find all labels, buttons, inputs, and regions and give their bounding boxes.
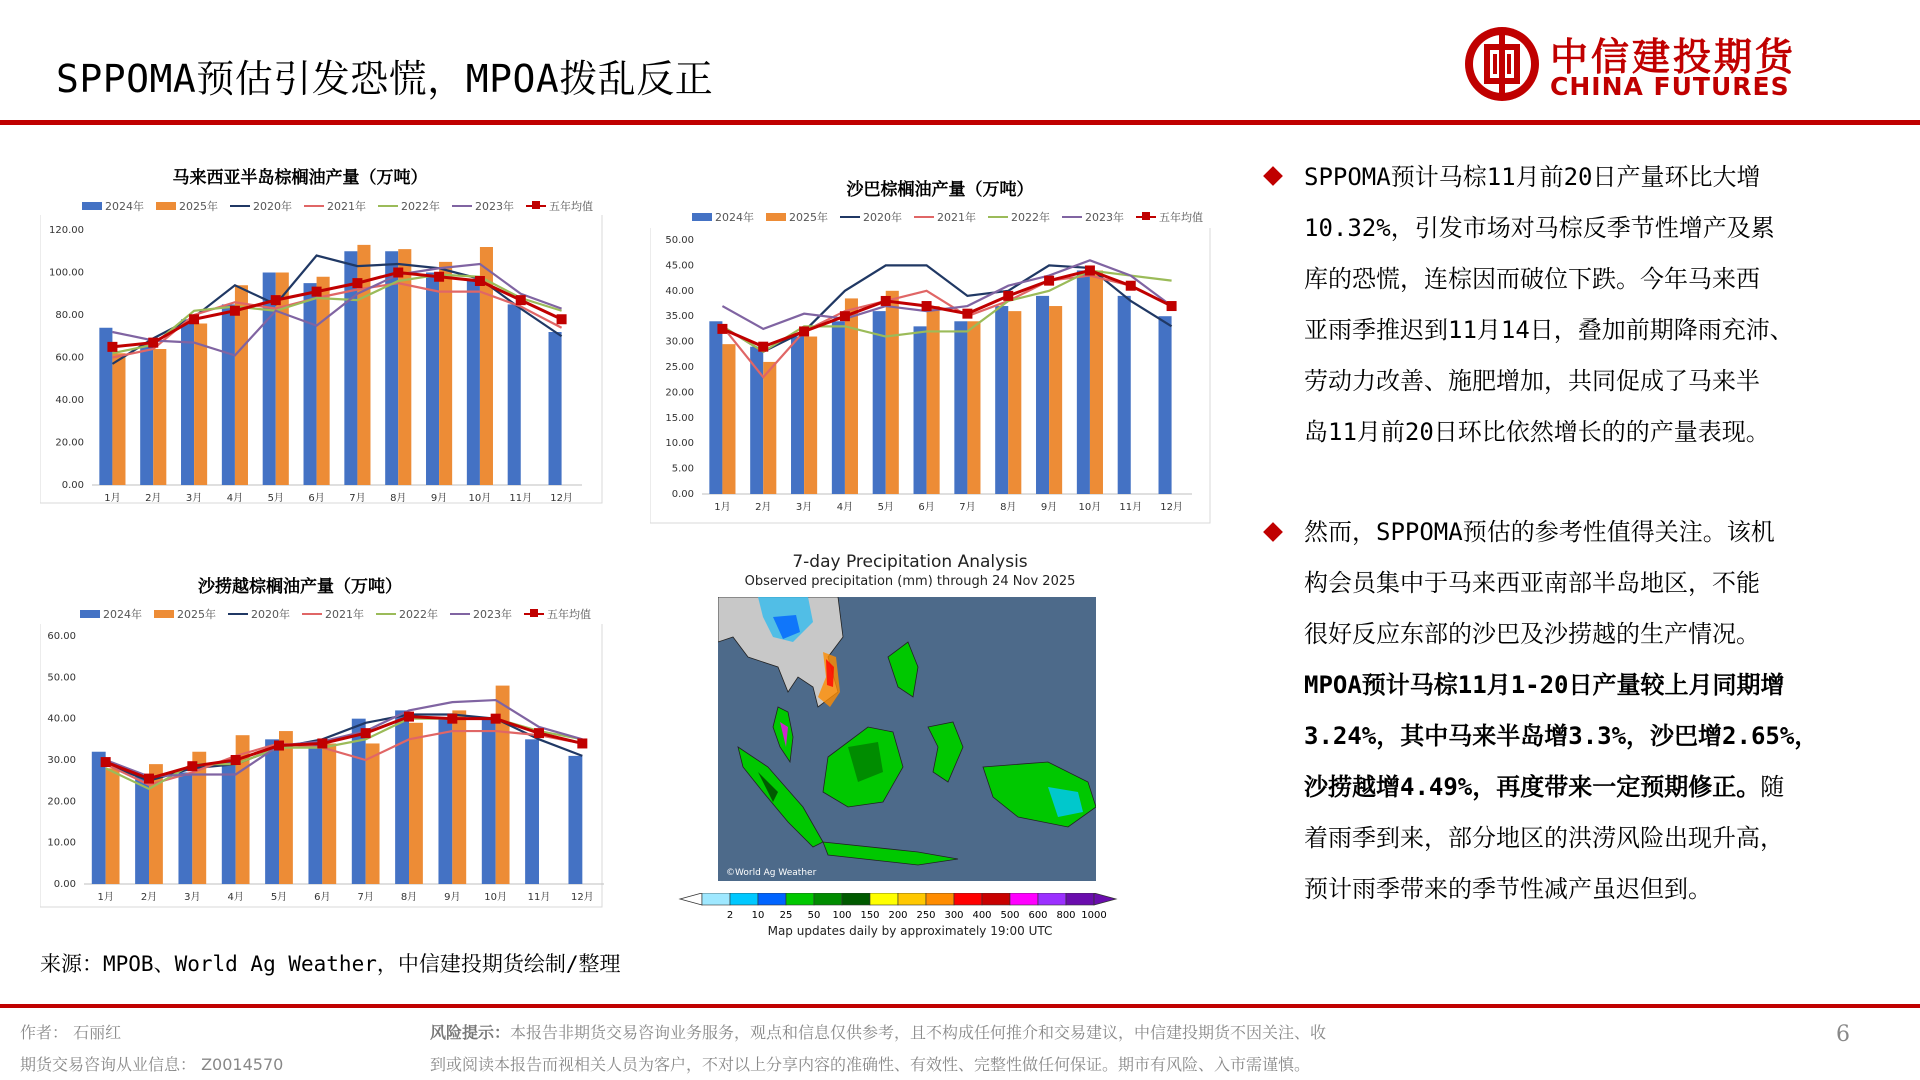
y-tick-label: 10.00 <box>47 837 76 849</box>
bar-2024年 <box>222 760 236 884</box>
chart2-title: 沙巴棕榈油产量（万吨） <box>846 180 1034 200</box>
bullet2-bold-line: MPOA预计马棕11月1-20日产量较上月同期增 <box>1304 671 1785 699</box>
x-tick-label: 5月 <box>877 502 894 513</box>
scale-label: 400 <box>972 910 992 921</box>
bar-2024年 <box>709 321 722 494</box>
legend-entry <box>988 209 1050 225</box>
bar-2024年 <box>222 304 235 485</box>
bar-2024年 <box>308 743 322 884</box>
header-divider <box>0 120 1920 125</box>
footer-divider <box>0 1004 1920 1008</box>
bar-2025年 <box>452 710 466 884</box>
line-2021年 <box>112 283 561 357</box>
y-tick-label: 0.00 <box>671 489 694 500</box>
x-tick-label: 11月 <box>527 892 551 903</box>
legend-swatch <box>378 205 398 207</box>
legend-swatch <box>80 610 100 618</box>
y-tick-label: 40.00 <box>55 395 84 406</box>
legend-entry <box>526 198 593 214</box>
legend-label: 2022年 <box>399 608 438 621</box>
bullet2-bold-span: 沙捞越增4.49%，再度带来一定预期修正。 <box>1304 773 1761 801</box>
x-tick-label: 4月 <box>836 502 854 513</box>
bar-2025年 <box>1090 270 1103 494</box>
page-title: SPPOMA预估引发恐慌，MPOA拨乱反正 <box>56 57 714 101</box>
legend-entry <box>914 209 976 225</box>
legend-entry <box>156 198 218 214</box>
scale-swatch <box>842 893 870 905</box>
y-tick-label: 20.00 <box>47 796 76 808</box>
bar-2025年 <box>886 291 899 494</box>
y-tick-label: 25.00 <box>665 362 694 373</box>
y-tick-label: 0.00 <box>61 480 84 491</box>
marker-五年均值 <box>148 338 158 348</box>
marker-五年均值 <box>352 278 362 288</box>
bar-2024年 <box>1036 296 1049 494</box>
bar-2024年 <box>140 345 153 485</box>
bar-2024年 <box>178 772 192 884</box>
bar-2024年 <box>395 710 409 884</box>
legend-label: 2020年 <box>863 211 902 224</box>
legend-label: 2025年 <box>179 200 218 213</box>
legend-entry <box>452 198 514 214</box>
x-tick-label: 6月 <box>314 892 331 903</box>
x-tick-label: 11月 <box>509 493 533 504</box>
legend-entry <box>376 606 438 622</box>
legend-swatch <box>376 613 396 615</box>
bar-2025年 <box>317 277 330 485</box>
bar-2025年 <box>279 731 293 884</box>
legend-swatch <box>228 613 248 615</box>
footer-risk-line1 <box>430 1020 1440 1043</box>
legend-marker <box>530 609 538 617</box>
marker-五年均值 <box>107 342 117 352</box>
scale-label: 150 <box>860 910 880 921</box>
y-tick-label: 120.00 <box>49 225 84 236</box>
legend-swatch <box>692 213 712 221</box>
legend-label: 五年均值 <box>547 608 591 621</box>
legend-label: 2024年 <box>103 608 142 621</box>
bar-2024年 <box>568 756 582 884</box>
marker-五年均值 <box>434 272 444 282</box>
line-2023年 <box>112 264 561 355</box>
bullet2-text <box>1304 507 1884 915</box>
marker-五年均值 <box>577 738 587 748</box>
legend-label: 2022年 <box>1011 211 1050 224</box>
bar-2025年 <box>322 743 336 884</box>
scale-swatch <box>1038 893 1066 905</box>
bar-2024年 <box>508 304 521 485</box>
bullet1-line: SPPOMA预计马棕11月前20日产量环比大增 <box>1304 163 1761 191</box>
risk-label: 风险提示： <box>430 1023 511 1042</box>
scale-arrow-left <box>680 893 702 905</box>
marker-五年均值 <box>271 295 281 305</box>
legend-swatch <box>526 205 546 207</box>
scale-label: 25 <box>779 910 793 921</box>
x-tick-label: 12月 <box>550 493 573 504</box>
bullet1-line: 库的恐慌，连棕因而破位下跌。今年马来西 <box>1304 265 1760 293</box>
bullet1-diamond-icon <box>1263 166 1283 186</box>
legend-swatch <box>230 205 250 207</box>
x-tick-label: 12月 <box>570 892 594 903</box>
x-tick-label: 1月 <box>104 493 121 504</box>
chart2-sabah-production <box>650 228 1220 528</box>
x-tick-label: 1月 <box>714 502 731 513</box>
marker-五年均值 <box>230 306 240 316</box>
scale-label: 200 <box>888 910 908 921</box>
marker-五年均值 <box>799 326 809 336</box>
scale-label: 300 <box>944 910 964 921</box>
y-tick-label: 50.00 <box>47 672 76 684</box>
legend-swatch <box>302 613 322 615</box>
legend-entry <box>1136 209 1203 225</box>
bar-2024年 <box>832 321 845 494</box>
bullet2-bold-line: 3.24%，其中马来半岛增3.3%，沙巴增2.65%， <box>1304 722 1819 750</box>
legend-entry <box>82 198 144 214</box>
y-tick-label: 15.00 <box>665 412 694 424</box>
legend-swatch <box>988 216 1008 218</box>
bar-2025年 <box>106 768 120 884</box>
x-tick-label: 10月 <box>468 493 492 504</box>
y-tick-label: 50.00 <box>665 235 694 246</box>
x-tick-label: 8月 <box>390 493 407 504</box>
bar-2025年 <box>804 337 817 494</box>
legend-swatch <box>524 613 544 615</box>
bullet2-diamond-icon <box>1263 522 1283 542</box>
bullet2-line: 着雨季到来，部分地区的洪涝风险出现升高， <box>1304 824 1784 852</box>
scale-swatch <box>1066 893 1094 905</box>
marker-五年均值 <box>1044 276 1054 286</box>
x-tick-label: 3月 <box>184 892 201 903</box>
bullet2-line: 很好反应东部的沙巴及沙捞越的生产情况。 <box>1304 620 1760 648</box>
x-tick-label: 2月 <box>145 493 162 504</box>
legend-entry <box>766 209 828 225</box>
logo-cn-text: 中信建投期货 <box>1550 35 1797 79</box>
marker-五年均值 <box>962 309 972 319</box>
footer-author: 作者： 石丽红 <box>20 1023 122 1042</box>
line-2023年 <box>722 260 1171 329</box>
bullet1-text <box>1304 152 1884 458</box>
marker-五年均值 <box>317 738 327 748</box>
legend-label: 2023年 <box>475 200 514 213</box>
x-tick-label: 7月 <box>959 502 976 513</box>
y-tick-label: 10.00 <box>665 438 694 450</box>
legend-entry <box>1062 209 1124 225</box>
bar-2025年 <box>763 362 776 494</box>
marker-五年均值 <box>447 714 457 724</box>
chart1-title: 马来西亚半岛棕榈油产量（万吨） <box>172 168 428 188</box>
marker-五年均值 <box>840 311 850 321</box>
marker-五年均值 <box>557 314 567 324</box>
marker-五年均值 <box>534 728 544 738</box>
scale-swatch <box>702 893 730 905</box>
line-2021年 <box>722 276 1171 378</box>
scale-label: 2 <box>726 910 734 921</box>
x-tick-label: 8月 <box>400 892 418 903</box>
marker-五年均值 <box>231 755 241 765</box>
legend-swatch <box>766 213 786 221</box>
bar-2024年 <box>995 306 1008 494</box>
bar-2024年 <box>549 332 562 485</box>
marker-五年均值 <box>881 296 891 306</box>
x-tick-label: 2月 <box>140 892 158 903</box>
marker-五年均值 <box>189 314 199 324</box>
y-tick-label: 35.00 <box>665 311 694 323</box>
scale-label: 10 <box>751 910 765 921</box>
marker-五年均值 <box>1003 291 1013 301</box>
bullet1-line: 10.32%，引发市场对马棕反季节性增产及累 <box>1304 214 1775 242</box>
legend-label: 2023年 <box>473 608 512 621</box>
citic-emblem-icon <box>1462 24 1542 104</box>
x-tick-label: 5月 <box>270 892 288 903</box>
bar-2024年 <box>1159 316 1172 494</box>
legend-swatch <box>840 216 860 218</box>
scale-swatch <box>1010 893 1038 905</box>
bar-2024年 <box>304 283 317 485</box>
x-tick-label: 2月 <box>755 502 772 513</box>
scale-swatch <box>982 893 1010 905</box>
x-tick-label: 6月 <box>918 502 935 513</box>
bullet2-normal-span: 随 <box>1760 773 1785 801</box>
x-tick-label: 9月 <box>1040 502 1058 513</box>
scale-swatch <box>954 893 982 905</box>
scale-arrow-right <box>1094 893 1116 905</box>
scale-swatch <box>926 893 954 905</box>
legend-entry <box>450 606 512 622</box>
bullet1-line: 岛11月前20日环比依然增长的的产量表现。 <box>1304 418 1770 446</box>
legend-label: 2021年 <box>937 211 976 224</box>
risk-text1: 本报告非期货交易咨询业务服务，观点和信息仅供参考，且不构成任何推介和交易建议，中信建投期货不因关注、收 <box>510 1023 1327 1042</box>
legend-swatch <box>452 205 472 207</box>
scale-swatch <box>730 893 758 905</box>
y-tick-label: 60.00 <box>47 631 76 642</box>
x-tick-label: 4月 <box>227 892 244 903</box>
footer-license: 期货交易咨询从业信息： Z0014570 <box>20 1055 284 1074</box>
bar-2024年 <box>352 719 366 884</box>
bar-2025年 <box>1008 311 1021 494</box>
bar-2024年 <box>914 326 927 494</box>
scale-label: 1000 <box>1081 910 1107 921</box>
legend-swatch <box>1062 216 1082 218</box>
legend-entry <box>230 198 292 214</box>
marker-五年均值 <box>404 712 414 722</box>
x-tick-label: 5月 <box>267 493 284 504</box>
marker-五年均值 <box>516 295 526 305</box>
legend-label: 五年均值 <box>1159 211 1203 224</box>
scale-label: 100 <box>832 910 852 921</box>
x-tick-label: 8月 <box>1000 502 1017 513</box>
x-tick-label: 12月 <box>1160 502 1183 513</box>
marker-五年均值 <box>101 757 111 767</box>
legend-entry <box>154 606 216 622</box>
legend-entry <box>80 606 142 622</box>
marker-五年均值 <box>144 774 154 784</box>
page-number: 6 <box>1836 1022 1850 1047</box>
y-tick-label: 5.00 <box>671 463 694 475</box>
bar-2024年 <box>1077 270 1090 494</box>
bar-2024年 <box>135 777 149 884</box>
marker-五年均值 <box>1126 281 1136 291</box>
y-tick-label: 0.00 <box>53 879 76 890</box>
legend-label: 2023年 <box>1085 211 1124 224</box>
marker-五年均值 <box>274 741 284 751</box>
bar-2024年 <box>438 719 452 884</box>
bar-2024年 <box>873 311 886 494</box>
legend-entry <box>302 606 364 622</box>
y-tick-label: 40.00 <box>47 713 76 725</box>
legend-entry <box>228 606 290 622</box>
bullet2-line: 然而，SPPOMA预估的参考性值得关注。该机 <box>1304 518 1775 546</box>
legend-label: 2024年 <box>105 200 144 213</box>
x-tick-label: 9月 <box>430 493 448 504</box>
legend-swatch <box>82 202 102 210</box>
bar-2024年 <box>92 752 106 884</box>
scale-swatch <box>814 893 842 905</box>
marker-五年均值 <box>312 287 322 297</box>
bar-2024年 <box>525 739 539 884</box>
x-tick-label: 6月 <box>308 493 325 504</box>
legend-marker <box>1142 212 1150 220</box>
scale-label: 250 <box>916 910 936 921</box>
chart1-peninsular-production <box>40 215 610 515</box>
x-tick-label: 7月 <box>357 892 374 903</box>
legend-entry <box>304 198 366 214</box>
map-title: 7-day Precipitation Analysis <box>792 552 1028 572</box>
scale-label: 50 <box>807 910 821 921</box>
chart3-legend <box>80 606 603 622</box>
legend-label: 五年均值 <box>549 200 593 213</box>
precipitation-scale <box>676 893 1136 923</box>
x-tick-label: 10月 <box>1078 502 1102 513</box>
marker-五年均值 <box>1085 265 1095 275</box>
legend-label: 2025年 <box>177 608 216 621</box>
chart2-legend <box>692 209 1215 225</box>
legend-swatch <box>914 216 934 218</box>
chart3-sarawak-production <box>40 624 610 914</box>
scale-swatch <box>786 893 814 905</box>
y-tick-label: 80.00 <box>55 310 84 321</box>
y-tick-label: 45.00 <box>665 260 694 272</box>
scale-label: 800 <box>1056 910 1076 921</box>
bar-2025年 <box>927 306 940 494</box>
bar-2025年 <box>153 349 166 485</box>
legend-label: 2020年 <box>251 608 290 621</box>
chart3-title: 沙捞越棕榈油产量（万吨） <box>198 577 402 597</box>
legend-label: 2021年 <box>325 608 364 621</box>
source-note: 来源：MPOB、World Ag Weather，中信建投期货绘制/整理 <box>40 952 621 976</box>
chart1-legend <box>82 198 605 214</box>
bar-2025年 <box>194 324 207 486</box>
bar-2024年 <box>954 321 967 494</box>
map-subtitle: Observed precipitation (mm) through 24 Nov 2025 <box>744 574 1076 589</box>
x-tick-label: 11月 <box>1119 502 1143 513</box>
map-footer: Map updates daily by approximately 19:00 UTC <box>767 924 1053 938</box>
legend-label: 2022年 <box>401 200 440 213</box>
y-tick-label: 40.00 <box>665 285 694 297</box>
x-tick-label: 10月 <box>484 892 508 903</box>
bar-2024年 <box>265 739 279 884</box>
bar-2024年 <box>482 719 496 884</box>
marker-五年均值 <box>361 728 371 738</box>
bullet1-line: 亚雨季推迟到11月14日，叠加前期降雨充沛、 <box>1304 316 1794 344</box>
legend-label: 2025年 <box>789 211 828 224</box>
legend-swatch <box>154 610 174 618</box>
scale-swatch <box>898 893 926 905</box>
bar-2024年 <box>426 273 439 486</box>
y-tick-label: 30.00 <box>665 336 694 348</box>
bar-2024年 <box>181 319 194 485</box>
bar-2024年 <box>467 279 480 485</box>
precipitation-map <box>718 597 1096 881</box>
bar-2025年 <box>967 321 980 494</box>
legend-label: 2024年 <box>715 211 754 224</box>
legend-label: 2020年 <box>253 200 292 213</box>
bar-2025年 <box>409 723 423 884</box>
marker-五年均值 <box>187 761 197 771</box>
x-tick-label: 4月 <box>226 493 244 504</box>
legend-marker <box>532 201 540 209</box>
scale-label: 500 <box>1000 910 1020 921</box>
map-watermark: ©World Ag Weather <box>726 868 817 878</box>
x-tick-label: 3月 <box>185 493 203 504</box>
marker-五年均值 <box>717 324 727 334</box>
marker-五年均值 <box>758 342 768 352</box>
marker-五年均值 <box>922 301 932 311</box>
bar-2025年 <box>439 262 452 485</box>
bar-2025年 <box>722 344 735 494</box>
scale-swatch <box>758 893 786 905</box>
scale-swatch <box>870 893 898 905</box>
bar-2025年 <box>112 353 125 485</box>
bullet2-line: 构会员集中于马来西亚南部半岛地区，不能 <box>1304 569 1760 597</box>
legend-entry <box>524 606 591 622</box>
marker-五年均值 <box>475 276 485 286</box>
x-tick-label: 3月 <box>795 502 813 513</box>
bar-2024年 <box>791 337 804 494</box>
bullet2-line: 预计雨季带来的季节性减产虽迟但到。 <box>1304 875 1712 903</box>
legend-entry <box>378 198 440 214</box>
legend-swatch <box>1136 216 1156 218</box>
footer-risk-line2: 到或阅读本报告而视相关人员为客户，不对以上分享内容的准确性、有效性、完整性做任何保证。期市有风险、入市需谨慎。 <box>430 1055 1311 1074</box>
x-tick-label: 1月 <box>97 892 114 903</box>
marker-五年均值 <box>491 714 501 724</box>
y-tick-label: 30.00 <box>47 755 76 766</box>
y-tick-label: 20.00 <box>55 437 84 449</box>
marker-五年均值 <box>1167 301 1177 311</box>
bar-2025年 <box>1049 306 1062 494</box>
scale-label: 600 <box>1028 910 1048 921</box>
legend-label: 2021年 <box>327 200 366 213</box>
bullet2-mixed-line <box>1304 762 1884 813</box>
bullet1-line: 劳动力改善、施肥增加，共同促成了马来半 <box>1304 367 1760 395</box>
legend-swatch <box>304 205 324 207</box>
bar-2024年 <box>1118 296 1131 494</box>
legend-swatch <box>156 202 176 210</box>
x-tick-label: 9月 <box>444 892 461 903</box>
logo-en-text: CHINA FUTURES <box>1550 72 1790 101</box>
x-tick-label: 7月 <box>349 493 366 504</box>
y-tick-label: 20.00 <box>665 387 694 399</box>
legend-swatch <box>450 613 470 615</box>
legend-entry <box>692 209 754 225</box>
y-tick-label: 100.00 <box>49 267 84 279</box>
y-tick-label: 60.00 <box>55 352 84 364</box>
company-logo <box>1462 24 1802 104</box>
bar-2025年 <box>366 743 380 884</box>
marker-五年均值 <box>393 268 403 278</box>
legend-entry <box>840 209 902 225</box>
